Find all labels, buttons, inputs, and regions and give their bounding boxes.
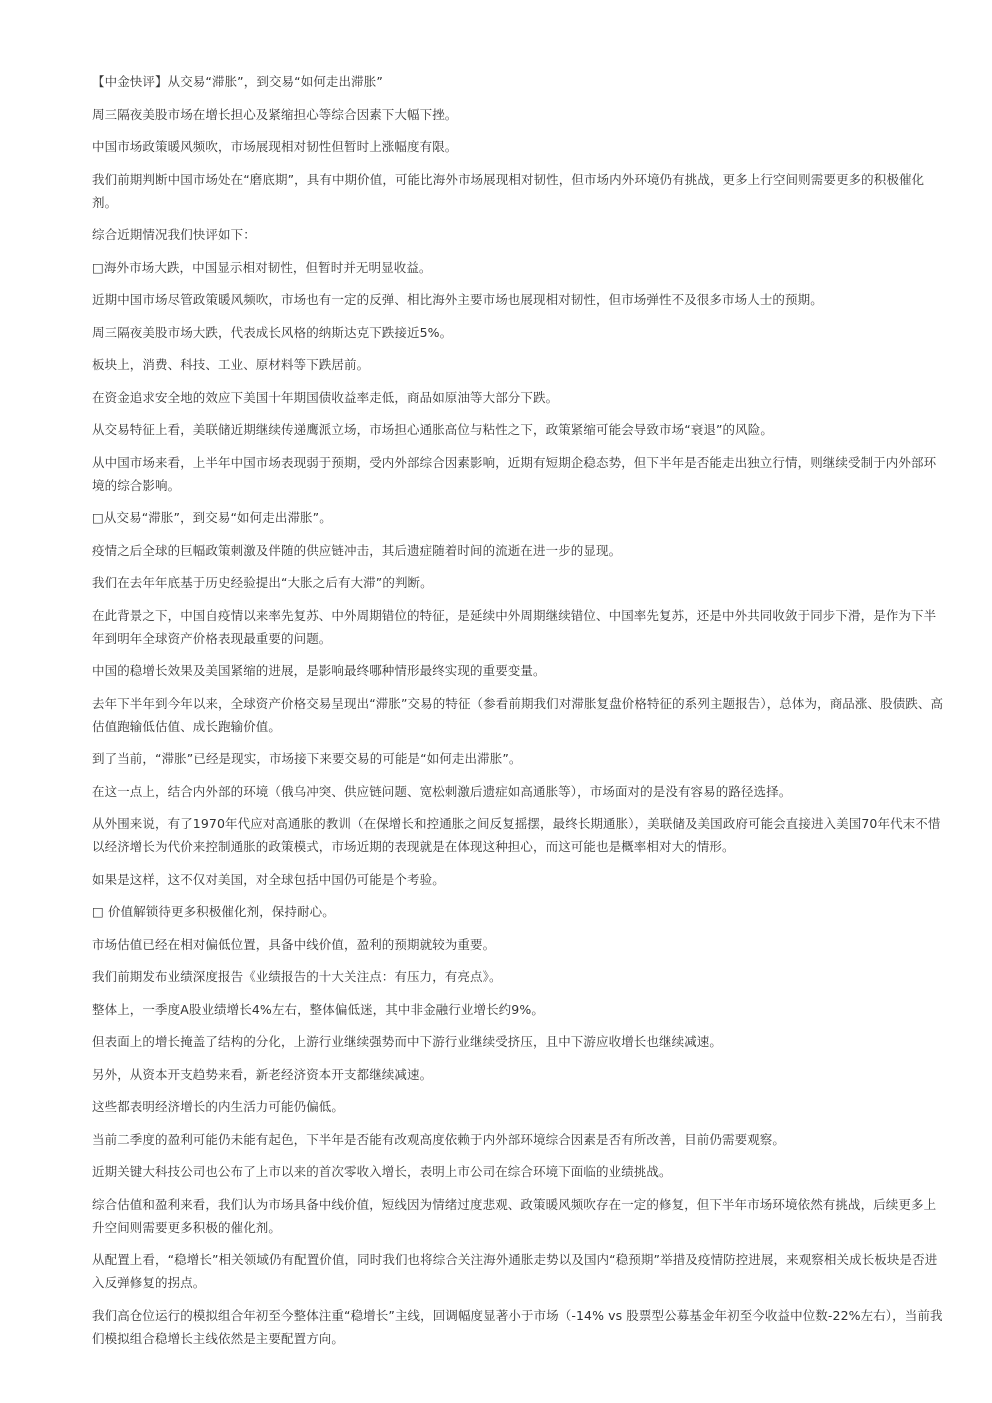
paragraph: 在资金追求安全地的效应下美国十年期国债收益率走低，商品如原油等大部分下跌。 (92, 389, 559, 405)
paragraph: 我们在去年年底基于历史经验提出“大胀之后有大滞”的判断。 (92, 575, 433, 590)
paragraph: 我们前期判断中国市场处在“磨底期”，具有中期价值，可能比海外市场展现相对韧性，但市场内外环境仍有挑战，更多上行空间则需要更多的积极催化剂。 (92, 171, 925, 210)
paragraph: 当前二季度的盈利可能仍未能有起色，下半年是否能有改观高度依赖于内外部环境综合因素是否有所改善，目前仍需要观察。 (92, 1131, 786, 1147)
section-heading (92, 900, 947, 923)
paragraph: 在此背景之下，中国自疫情以来率先复苏、中外周期错位的特征，是延续中外周期继续错位、中国率先复苏，还是中外共同收敛于同步下滑，是作为下半年到明年全球资产价格表现最重要的问题。 (92, 607, 937, 646)
section-heading (92, 256, 947, 279)
paragraph: 我们高仓位运行的模拟组合年初至今整体注重“稳增长”主线，回调幅度显著小于市场（-14% vs 股票型公募基金年初至今收益中位数-22%左右），当前我们模拟组合稳增长主线依然是主要配置方向。 (92, 1307, 943, 1346)
paragraph: 综合近期情况我们快评如下： (92, 227, 256, 242)
paragraph: 但表面上的增长掩盖了结构的分化，上游行业继续强势而中下游行业继续受挤压，且中下游应收增长也继续减速。 (92, 1034, 723, 1049)
article-body (92, 70, 947, 1359)
paragraph: 去年下半年到今年以来，全球资产价格交易呈现出“滞胀”交易的特征（参看前期我们对滞胀复盘价格特征的系列主题报告），总体为，商品涨、股债跌、高估值跑输低估值、成长跑输价值。 (92, 695, 944, 734)
bullet-marker: □ (92, 259, 104, 275)
paragraph: 市场估值已经在相对偏低位置，具备中线价值，盈利的预期就较为重要。 (92, 936, 496, 952)
paragraph: 从中国市场来看，上半年中国市场表现弱于预期，受内外部综合因素影响，近期有短期企稳态势，但下半年是否能走出独立行情，则继续受制于内外部环境的综合影响。 (92, 454, 937, 493)
paragraph: 如果是这样，这不仅对美国，对全球包括中国仍可能是个考验。 (92, 871, 445, 887)
paragraph: 这些都表明经济增长的内生活力可能仍偏低。 (92, 1099, 345, 1114)
paragraph: 从交易特征上看，美联储近期继续传递鹰派立场，市场担心通胀高位与粘性之下，政策紧缩可能会导致市场“衰退”的风险。 (92, 422, 773, 437)
section-heading-text: 海外市场大跌，中国显示相对韧性，但暂时并无明显收益。 (103, 259, 432, 275)
paragraph: 疫情之后全球的巨幅政策刺激及伴随的供应链冲击，其后遗症随着时间的流逝在进一步的显现。 (92, 542, 622, 558)
paragraph: 板块上，消费、科技、工业、原材料等下跌居前。 (92, 357, 370, 372)
section-heading-text: 从交易“滞胀”，到交易“如何走出滞胀”。 (103, 510, 332, 525)
bullet-marker: □ (92, 904, 104, 919)
paragraph: 从外围来说，有了1970年代应对高通胀的教训（在保增长和控通胀之间反复摇摆，最终长期通胀），美联储及美国政府可能会直接进入美国70年代末不惜以经济增长为代价来控制通胀的政策模式，市场近期的表现就是在体现这种担心，而这可能也是概率相对大的情形。 (92, 816, 941, 854)
paragraph: 周三隔夜美股市场大跌，代表成长风格的纳斯达克下跌接近5%。 (92, 324, 453, 340)
paragraph: 到了当前，“滞胀”已经是现实，市场接下来要交易的可能是“如何走出滞胀”。 (92, 751, 522, 766)
paragraph: 我们前期发布业绩深度报告《业绩报告的十大关注点：有压力，有亮点》。 (92, 969, 502, 984)
paragraph: 从配置上看，“稳增长”相关领域仍有配置价值，同时我们也将综合关注海外通胀走势以及国内“稳预期”举措及疫情防控进展，来观察相关成长板块是否进入反弹修复的拐点。 (92, 1252, 938, 1290)
paragraph: 近期关键大科技公司也公布了上市以来的首次零收入增长，表明上市公司在综合环境下面临的业绩挑战。 (92, 1164, 672, 1179)
section-heading (92, 506, 947, 529)
bullet-marker: □ (92, 510, 104, 525)
paragraph: 在这一点上，结合内外部的环境（俄乌冲突、供应链问题、宽松刺激后遗症如高通胀等），市场面对的是没有容易的路径选择。 (92, 783, 792, 799)
paragraph: 综合估值和盈利来看，我们认为市场具备中线价值，短线因为情绪过度悲观、政策暖风频吹存在一定的修复，但下半年市场环境依然有挑战，后续更多上升空间则需要更多积极的催化剂。 (92, 1196, 937, 1235)
paragraph: 近期中国市场尽管政策暖风频吹，市场也有一定的反弹、相比海外主要市场也展现相对韧性，但市场弹性不及很多市场人士的预期。 (92, 292, 823, 307)
paragraph: 中国市场政策暖风频吹，市场展现相对韧性但暂时上涨幅度有限。 (92, 139, 458, 154)
paragraph: 周三隔夜美股市场在增长担心及紧缩担心等综合因素下大幅下挫。 (92, 106, 458, 122)
section-heading-text: 价值解锁待更多积极催化剂，保持耐心。 (108, 904, 335, 919)
paragraph: 另外，从资本开支趋势来看，新老经济资本开支都继续减速。 (92, 1066, 433, 1082)
paragraph: 整体上，一季度A股业绩增长4%左右，整体偏低迷，其中非金融行业增长约9%。 (92, 1001, 544, 1017)
paragraph: 中国的稳增长效果及美国紧缩的进展，是影响最终哪种情形最终实现的重要变量。 (92, 663, 546, 678)
article-title: 【中金快评】从交易“滞胀”，到交易“如何走出滞胀” (92, 74, 383, 89)
